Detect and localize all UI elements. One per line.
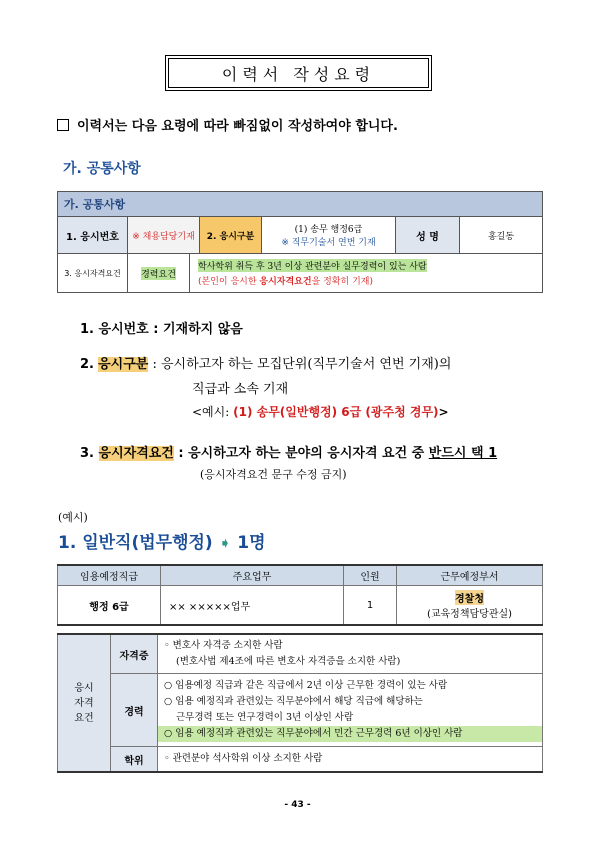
ql2-a: (본인이 응시한 (198, 277, 260, 287)
col-grade: 임용예정직급 (58, 565, 161, 586)
label-app-number: 1. 응시번호 (58, 217, 128, 253)
item-3 (80, 442, 497, 461)
qualification-type (128, 254, 190, 292)
position-table (57, 564, 543, 626)
form-row-2 (58, 254, 542, 292)
value-app-category (262, 217, 396, 253)
license-body (158, 634, 543, 674)
qual-row-license (58, 634, 543, 674)
career-line-3: 근무경력 또는 연구경력이 3년 이상인 사람 (176, 712, 354, 723)
label-career: 경력 (111, 674, 158, 747)
side-1: 응시 (74, 682, 94, 694)
page-title: 이력서 작성요령 (221, 64, 376, 84)
item-2-ex-c: > (438, 405, 449, 419)
qualification-table (57, 633, 543, 773)
table-header-row (58, 565, 543, 586)
position-heading (58, 528, 266, 553)
degree-body: ◦ 관련분야 석사학위 이상 소지한 사람 (158, 747, 543, 773)
value-name: 홍길동 (487, 231, 515, 242)
form-row-1 (58, 217, 542, 254)
arrow-right-icon: ➧ (218, 534, 232, 552)
item-2 (80, 353, 451, 372)
item-3-num: 3. (80, 446, 94, 461)
value-app-number: ※ 채용담당기재 (128, 217, 200, 253)
item-3-note: (응시자격요건 문구 수정 금지) (200, 468, 347, 481)
career-line-2: ○ 임용 예정직과 관련있는 직무분야에서 해당 직급에 해당하는 (164, 696, 423, 707)
section-heading: 가. 공통사항 (63, 161, 141, 177)
qualification-line-1: 학사학위 취득 후 3년 이상 관련분야 실무경력이 있는 사람 (198, 259, 427, 272)
position-heading-a: 1. 일반직(법무행정) (58, 533, 213, 553)
intro-label: 이력서는 다음 요령에 따라 빠짐없이 작성하여야 합니다. (77, 119, 398, 134)
example-label: (예시) (58, 511, 88, 524)
qual-row-career (58, 674, 543, 747)
item-3-key: 응시자격요건 (98, 446, 174, 461)
license-line-1: ◦ 변호사 자격증 소지한 사람 (164, 640, 283, 651)
ql2-c: 을 정확히 기재) (311, 277, 373, 287)
sample-form (57, 191, 543, 293)
cell-count: 1 (344, 586, 397, 626)
col-count: 인원 (344, 565, 397, 586)
side-2: 자격 (74, 697, 94, 709)
cell-dept (397, 586, 543, 626)
item-2-ex-b: (1) 송무(일반행정) 6급 (광주청 경무) (233, 405, 439, 419)
label-qualification: 3. 응시자격요건 (58, 254, 128, 292)
form-header: 가. 공통사항 (58, 192, 542, 217)
dept-main: 경찰청 (455, 590, 484, 605)
cell-work: ×× ×××××업무 (161, 586, 344, 626)
label-degree: 학위 (111, 747, 158, 773)
item-2-key: 응시구분 (98, 357, 149, 372)
table-row (58, 586, 543, 626)
intro-text (57, 115, 398, 134)
category-line-2: ※ 직무기술서 연번 기재 (281, 238, 376, 248)
qual-row-degree (58, 747, 543, 773)
license-line-2: (변호사법 제4조에 따른 변호사 자격증을 소지한 사람) (176, 656, 401, 667)
item-2-text1: : 응시하고자 하는 모집단위(직무기술서 연번 기재)의 (148, 357, 452, 372)
col-work: 주요업무 (161, 565, 344, 586)
item-2-example (192, 403, 449, 420)
ql2-b: 응시자격요건 (259, 277, 312, 287)
career-line-1: ○ 임용예정 직급과 같은 직급에서 2년 이상 근무한 경력이 있는 사람 (164, 680, 448, 691)
qualification-sub: 경력요건 (141, 267, 176, 280)
label-app-category: 2. 응시구분 (200, 217, 262, 253)
side-3: 요건 (74, 712, 94, 724)
label-license: 자격증 (111, 634, 158, 674)
item-2-ex-a: <예시: (192, 405, 234, 419)
cell-grade: 행정 6급 (58, 586, 161, 626)
position-heading-b: 1명 (237, 533, 266, 553)
qual-side-label (58, 634, 111, 772)
item-2-line2: 직급과 소속 기재 (192, 382, 289, 397)
col-dept: 근무예정부서 (397, 565, 543, 586)
career-body (158, 674, 543, 747)
item-2-num: 2. (80, 357, 94, 372)
item-3-text-a: : 응시하고자 하는 분야의 응시자격 요건 중 (173, 446, 429, 461)
item-3-text-b: 반드시 택 1 (428, 446, 498, 461)
page-number: - 43 - (284, 800, 311, 810)
dept-sub: (교육정책담당관실) (426, 609, 513, 620)
qualification-desc (190, 254, 542, 292)
career-line-4: ○ 임용 예정직과 관련있는 직무분야에서 민간 근무경력 6년 이상인 사람 (158, 726, 542, 742)
qualification-line-2 (198, 274, 373, 287)
checkbox-square-icon (57, 119, 69, 131)
category-line-1: (1) 송무 행정6급 (294, 225, 363, 235)
item-1: 1. 응시번호 : 기재하지 않음 (80, 322, 243, 337)
title-box (168, 58, 429, 88)
label-name: 성 명 (396, 217, 460, 253)
